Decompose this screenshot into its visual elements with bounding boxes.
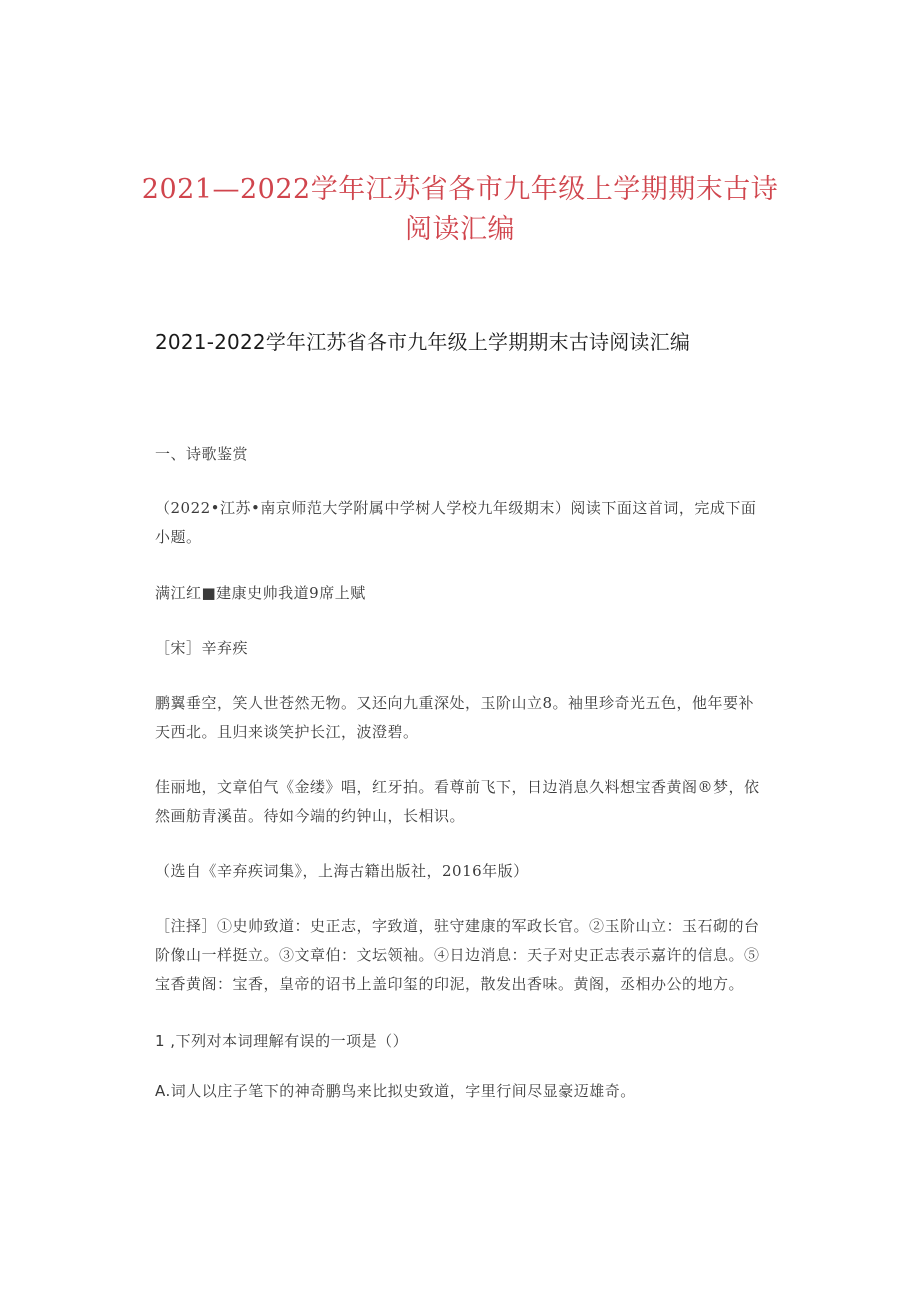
page-title: 2021—2022学年江苏省各市九年级上学期期末古诗阅读汇编 xyxy=(141,174,779,245)
poem-title: 满江红■建康史帅我道9席上赋 xyxy=(155,584,366,602)
question-1: 1 ,下列对本词理解有误的一项是（） xyxy=(155,1032,409,1050)
section-heading: 一、诗歌鉴赏 xyxy=(155,445,249,463)
document-subtitle: 2021-2022学年江苏省各市九年级上学期期末古诗阅读汇编 xyxy=(155,330,691,354)
poem-author: ［宋］辛弃疾 xyxy=(155,639,249,657)
poem-stanza-1: 鹏翼垂空，笑人世苍然无物。又还向九重深处，玉阶山立8。袖里珍奇光五色，他年要补天西北。且归来谈笑护长江，波澄碧。 xyxy=(155,694,755,741)
poem-stanza-2: 佳丽地，文章伯气《金缕》唱，红牙拍。看尊前飞下，日边消息久料想宝香黄阁®梦，依然画舫青溪苗。待如今端的约钟山，长相识。 xyxy=(155,778,760,825)
source-note: （2022•江苏•南京师范大学附属中学树人学校九年级期末）阅读下面这首词，完成下面小题。 xyxy=(155,499,757,546)
poem-citation: （选自《辛弃疾词集》，上海古籍出版社，2016年版） xyxy=(155,862,529,880)
answer-option-a: A.词人以庄子笔下的神奇鹏鸟来比拟史致道，字里行间尽显豪迈雄奇。 xyxy=(155,1082,636,1100)
poem-notes: ［注择］①史帅致道：史正志，字致道，驻守建康的军政长官。②玉阶山立：玉石砌的台阶像山一样挺立。③文章伯：文坛领袖。④日边消息：天子对史正志表示嘉许的信息。⑤宝香黄阁：宝香，皇帝的诏书上盖印玺的印泥，散发出香味。黄阁，丞相办公的地方。 xyxy=(155,917,760,993)
